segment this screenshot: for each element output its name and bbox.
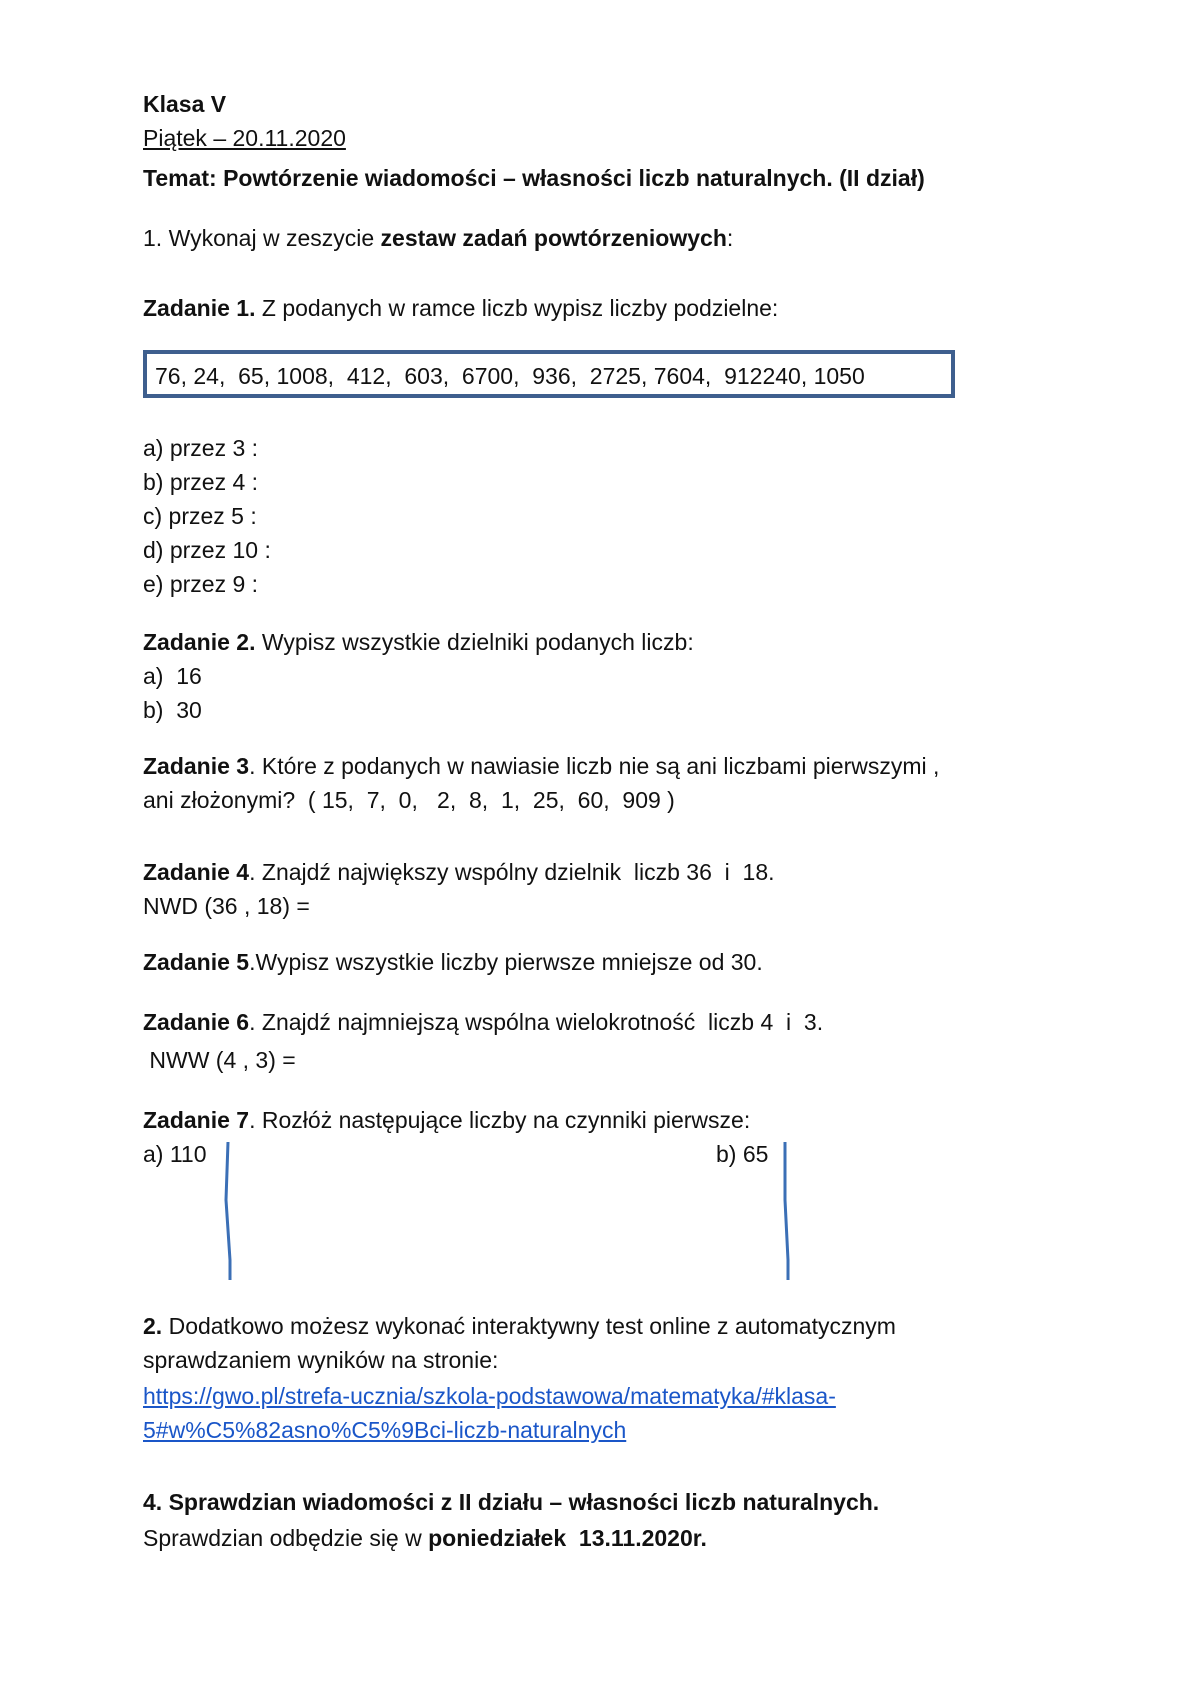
task-4-title: Zadanie 4 <box>143 859 250 885</box>
factor-line-a <box>224 1140 236 1282</box>
section-1-instruction <box>143 222 733 254</box>
section-1-number: 1. <box>143 225 163 251</box>
task-6-title: Zadanie 6 <box>143 1009 250 1035</box>
task-4-heading <box>143 856 775 888</box>
task-7-title: Zadanie 7 <box>143 1107 250 1133</box>
task-3-heading <box>143 750 939 782</box>
task-7-item-b: b) 65 <box>716 1141 769 1167</box>
section-2-text-line-2: sprawdzaniem wyników na stronie: <box>143 1347 499 1373</box>
section-1-colon: : <box>726 225 734 251</box>
task-4-text: . Znajdź największy wspólny dzielnik liczb 36 i 18. <box>249 859 775 885</box>
section-1-text: Wykonaj w zeszycie <box>162 225 381 251</box>
task-1-item: d) przez 10 : <box>143 537 271 563</box>
task-4-formula: NWD (36 , 18) = <box>143 893 310 919</box>
task-2-heading <box>143 626 694 658</box>
task-5-heading <box>143 946 763 978</box>
task-1-heading <box>143 292 778 324</box>
task-2-item: a) 16 <box>143 663 202 689</box>
task-1-item: e) przez 9 : <box>143 571 259 597</box>
task-3-text-line-2: ani złożonymi? ( 15, 7, 0, 2, 8, 1, 25, 60, 909 ) <box>143 787 675 813</box>
task-1-item: a) przez 3 : <box>143 435 259 461</box>
task-2-text: Wypisz wszystkie dzielniki podanych liczb: <box>255 629 694 655</box>
section-4-text-plain: Sprawdzian odbędzie się w <box>143 1525 429 1551</box>
task-1-text: Z podanych w ramce liczb wypisz liczby podzielne: <box>255 295 779 321</box>
task-5-title: Zadanie 5 <box>143 949 250 975</box>
task-3-text: . Które z podanych w nawiasie liczb nie są ani liczbami pierwszymi , <box>249 753 940 779</box>
section-2-text-line-1 <box>143 1310 896 1342</box>
section-4-title: 4. Sprawdzian wiadomości z II działu – własności liczb naturalnych. <box>143 1489 880 1515</box>
date-line: Piątek – 20.11.2020 <box>143 125 346 151</box>
task-1-item: c) przez 5 : <box>143 503 257 529</box>
task-2-item: b) 30 <box>143 697 202 723</box>
task-6-heading <box>143 1006 823 1038</box>
section-2-text: Dodatkowo możesz wykonać interaktywny test online z automatycznym <box>162 1313 896 1339</box>
lesson-topic: Temat: Powtórzenie wiadomości – własności liczb naturalnych. (II dział) <box>143 165 925 191</box>
task-3-title: Zadanie 3 <box>143 753 250 779</box>
number-frame <box>143 350 955 398</box>
task-1-title: Zadanie 1. <box>143 295 256 321</box>
section-4-text <box>143 1522 707 1554</box>
task-7-heading <box>143 1104 750 1136</box>
test-link-line-2[interactable]: 5#w%C5%82asno%C5%9Bci-liczb-naturalnych <box>143 1417 627 1443</box>
task-7-item-a: a) 110 <box>143 1141 207 1167</box>
class-label: Klasa V <box>143 91 227 117</box>
section-4-date: poniedziałek 13.11.2020r. <box>428 1525 707 1551</box>
section-2-number: 2. <box>143 1313 163 1339</box>
number-list: 76, 24, 65, 1008, 412, 603, 6700, 936, 2725, 7604, 912240, 1050 <box>155 363 865 389</box>
task-7-text: . Rozłóż następujące liczby na czynniki pierwsze: <box>249 1107 751 1133</box>
task-6-text: . Znajdź najmniejszą wspólna wielokrotność liczb 4 i 3. <box>249 1009 824 1035</box>
factor-line-b <box>782 1140 794 1282</box>
task-1-item: b) przez 4 : <box>143 469 259 495</box>
task-5-text: .Wypisz wszystkie liczby pierwsze mniejsze od 30. <box>249 949 763 975</box>
section-1-bold-text: zestaw zadań powtórzeniowych <box>380 225 727 251</box>
test-link-line-1[interactable]: https://gwo.pl/strefa-ucznia/szkola-podstawowa/matematyka/#klasa- <box>143 1383 836 1409</box>
task-2-title: Zadanie 2. <box>143 629 256 655</box>
task-6-formula: NWW (4 , 3) = <box>143 1047 296 1073</box>
